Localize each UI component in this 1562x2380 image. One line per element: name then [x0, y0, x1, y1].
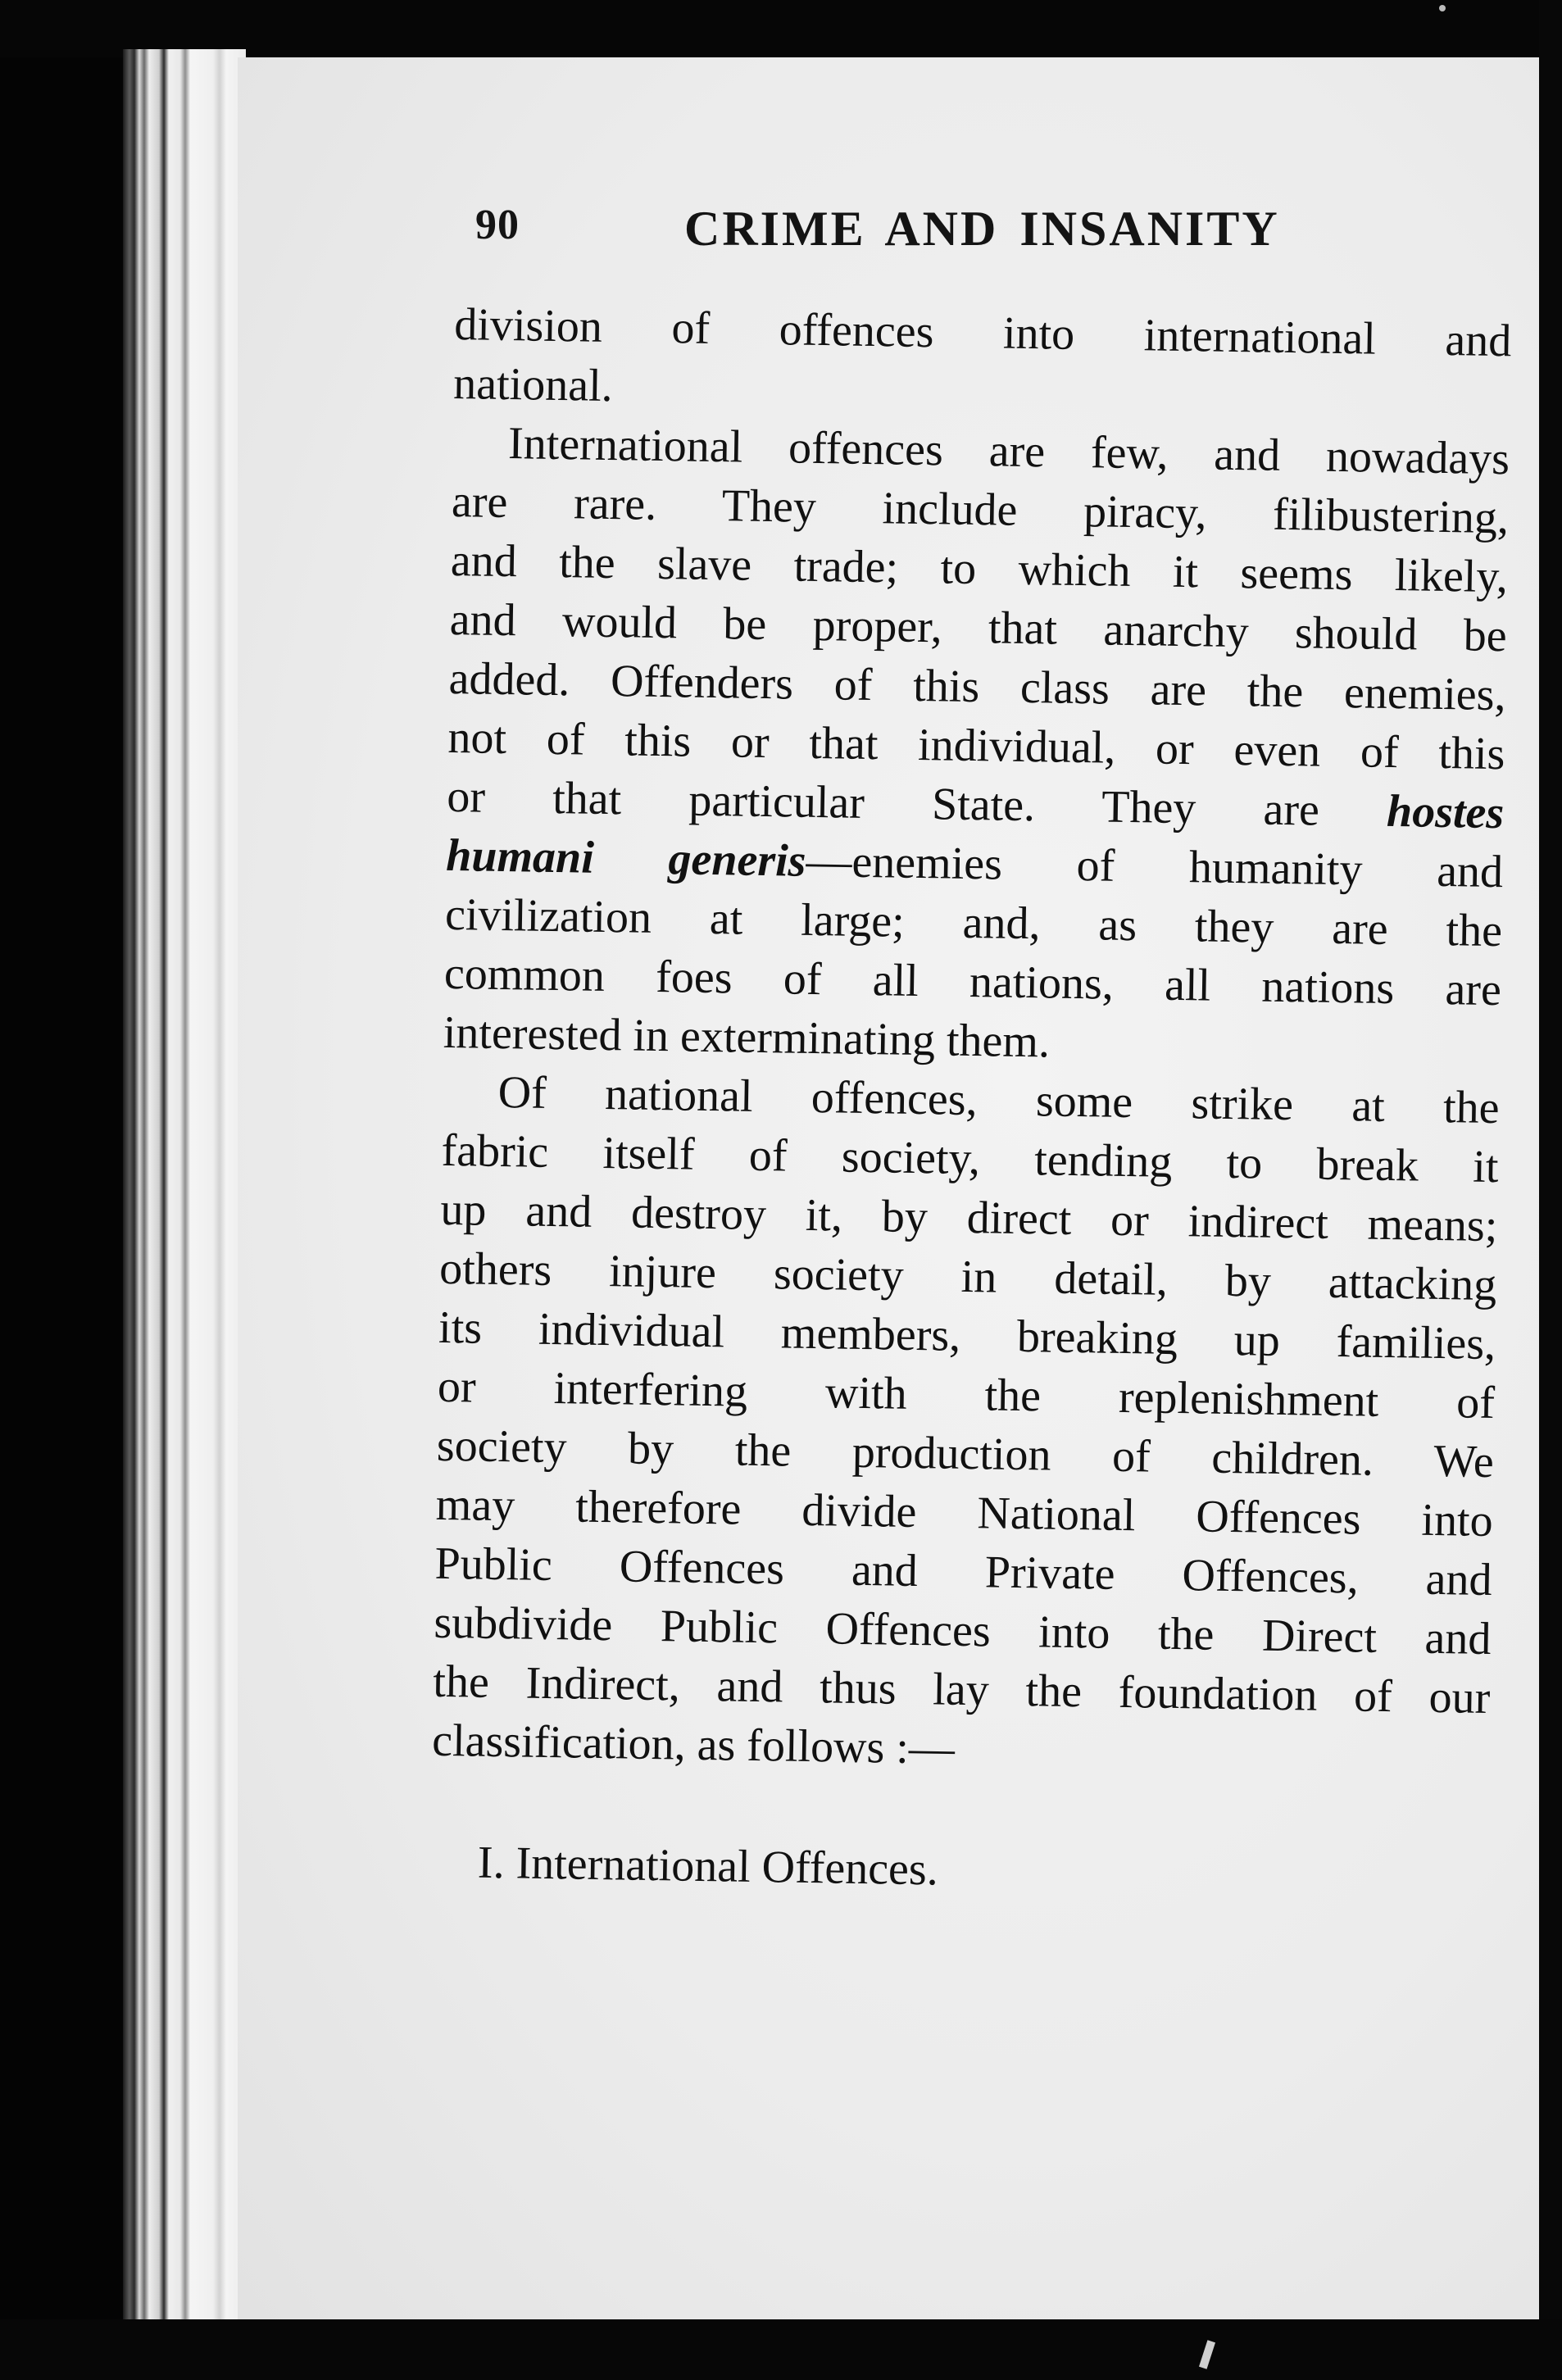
page-body-text — [429, 295, 1511, 1908]
italic-latin-phrase: hostes — [1386, 785, 1505, 839]
book-spine-edge — [123, 49, 246, 2319]
text-line: others injure society in detail, by attacking — [438, 1242, 1497, 1311]
text-line: up and destroy it, by direct or indirect means; — [439, 1183, 1498, 1252]
text-line: subdivide Public Offences into the Direct and — [434, 1597, 1492, 1665]
text-line: Public Offences and Private Offences, and — [434, 1537, 1493, 1606]
scan-right-border — [1539, 0, 1562, 2380]
scan-artifact-dot — [1439, 5, 1446, 11]
text-line: or interfering with the replenishment of — [437, 1360, 1496, 1429]
text-line: added. Offenders of this class are the enemies, — [448, 652, 1506, 721]
text-line: interested in exterminating them. — [443, 1006, 1051, 1068]
text-run: —enemies of humanity and — [805, 835, 1504, 898]
text-run: or that particular State. They are — [446, 770, 1320, 836]
text-line: not of this or that individual, or even of this — [447, 711, 1505, 780]
text-line: classification, as follows :— — [431, 1715, 956, 1774]
text-line: International offences are few, and nowadays — [507, 418, 1510, 485]
text-line: fabric itself of society, tending to break it — [441, 1124, 1499, 1193]
text-line: its individual members, breaking up families, — [438, 1301, 1496, 1370]
scan-left-border — [0, 0, 131, 2380]
page-number: 90 — [475, 202, 520, 248]
italic-latin-phrase: humani generis — [445, 829, 806, 887]
text-line: civilization at large; and, as they are the — [444, 888, 1503, 957]
running-header — [475, 201, 1508, 266]
text-line: common foes of all nations, all nations are — [443, 947, 1502, 1016]
text-line: are rare. They include piracy, filibustering, — [451, 475, 1510, 544]
text-line: and the slave trade; to which it seems likely, — [450, 534, 1509, 603]
running-title: CRIME AND INSANITY — [684, 202, 1280, 256]
text-line: society by the production of children. We — [436, 1419, 1495, 1488]
text-line: may therefore divide National Offences into — [435, 1478, 1494, 1547]
text-line: national. — [452, 357, 614, 412]
text-line: division of offences into international and — [453, 298, 1512, 367]
text-line: Of national offences, some strike at the — [497, 1066, 1501, 1134]
scan-bottom-border — [0, 2319, 1562, 2380]
text-line: and would be proper, that anarchy should be — [449, 593, 1508, 662]
text-line: the Indirect, and thus lay the foundation of our — [432, 1656, 1491, 1724]
classification-item-heading: I. International Offences. — [477, 1837, 939, 1896]
